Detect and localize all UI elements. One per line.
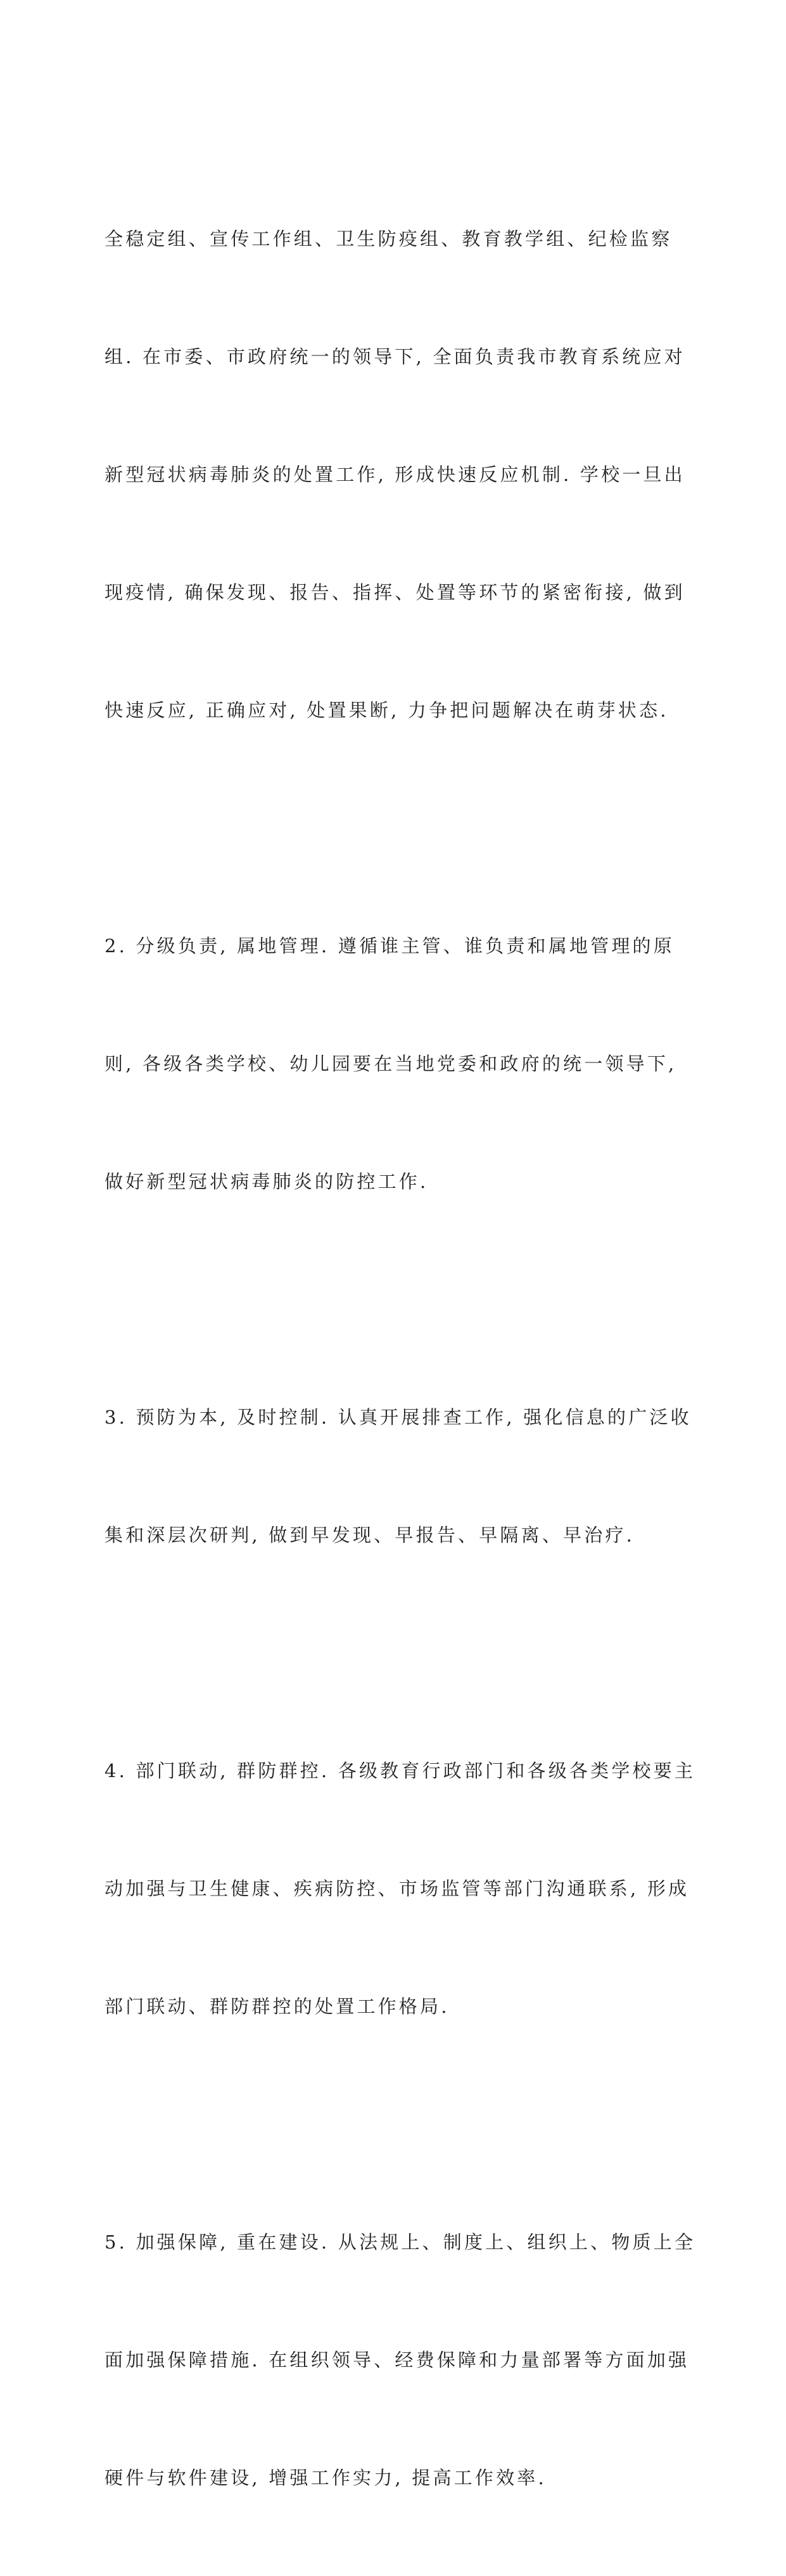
text-line: 全稳定组、宣传工作组、卫生防疫组、教育教学组、纪检监察	[105, 228, 673, 250]
text-line: 现疫情, 确保发现、报告、指挥、处置等环节的紧密衔接, 做到	[105, 582, 685, 603]
text-line: 面加强保障措施. 在组织领导、经费保障和力量部署等方面加强	[105, 2349, 690, 2371]
paragraph-item-4	[105, 1673, 694, 2105]
text-line: 2. 分级负责, 属地管理. 遵循谁主管、谁负责和属地管理的原	[105, 935, 675, 957]
paragraph-item-5	[105, 2144, 694, 2576]
text-line: 则, 各级各类学校、幼儿园要在当地党委和政府的统一领导下,	[105, 1053, 677, 1074]
paragraph-item-2	[105, 848, 694, 1280]
paragraph-spacer	[105, 808, 694, 848]
paragraph-spacer	[105, 2105, 694, 2144]
text-line: 动加强与卫生健康、疾病防控、市场监管等部门沟通联系, 形成	[105, 1878, 690, 1899]
text-line: 做好新型冠状病毒肺炎的防控工作.	[105, 1171, 429, 1192]
text-line: 部门联动、群防群控的处置工作格局.	[105, 1996, 450, 2017]
paragraph-spacer	[105, 1633, 694, 1673]
document-body	[105, 141, 694, 2576]
text-line: 硬件与软件建设, 增强工作实力, 提高工作效率.	[105, 2467, 547, 2489]
text-line: 新型冠状病毒肺炎的处置工作, 形成快速反应机制. 学校一旦出	[105, 464, 685, 485]
paragraph-organization	[105, 141, 694, 808]
text-line: 快速反应, 正确应对, 处置果断, 力争把问题解决在萌芽状态.	[105, 699, 669, 721]
text-line: 集和深层次研判, 做到早发现、早报告、早隔离、早治疗.	[105, 1524, 635, 1546]
text-line: 5. 加强保障, 重在建设. 从法规上、制度上、组织上、物质上全	[105, 2231, 696, 2253]
text-line: 4. 部门联动, 群防群控. 各级教育行政部门和各级各类学校要主	[105, 1760, 696, 1782]
paragraph-spacer	[105, 1280, 694, 1319]
paragraph-item-3	[105, 1319, 694, 1633]
text-line: 3. 预防为本, 及时控制. 认真开展排查工作, 强化信息的广泛收	[105, 1406, 692, 1428]
text-line: 组. 在市委、市政府统一的领导下, 全面负责我市教育系统应对	[105, 346, 685, 367]
